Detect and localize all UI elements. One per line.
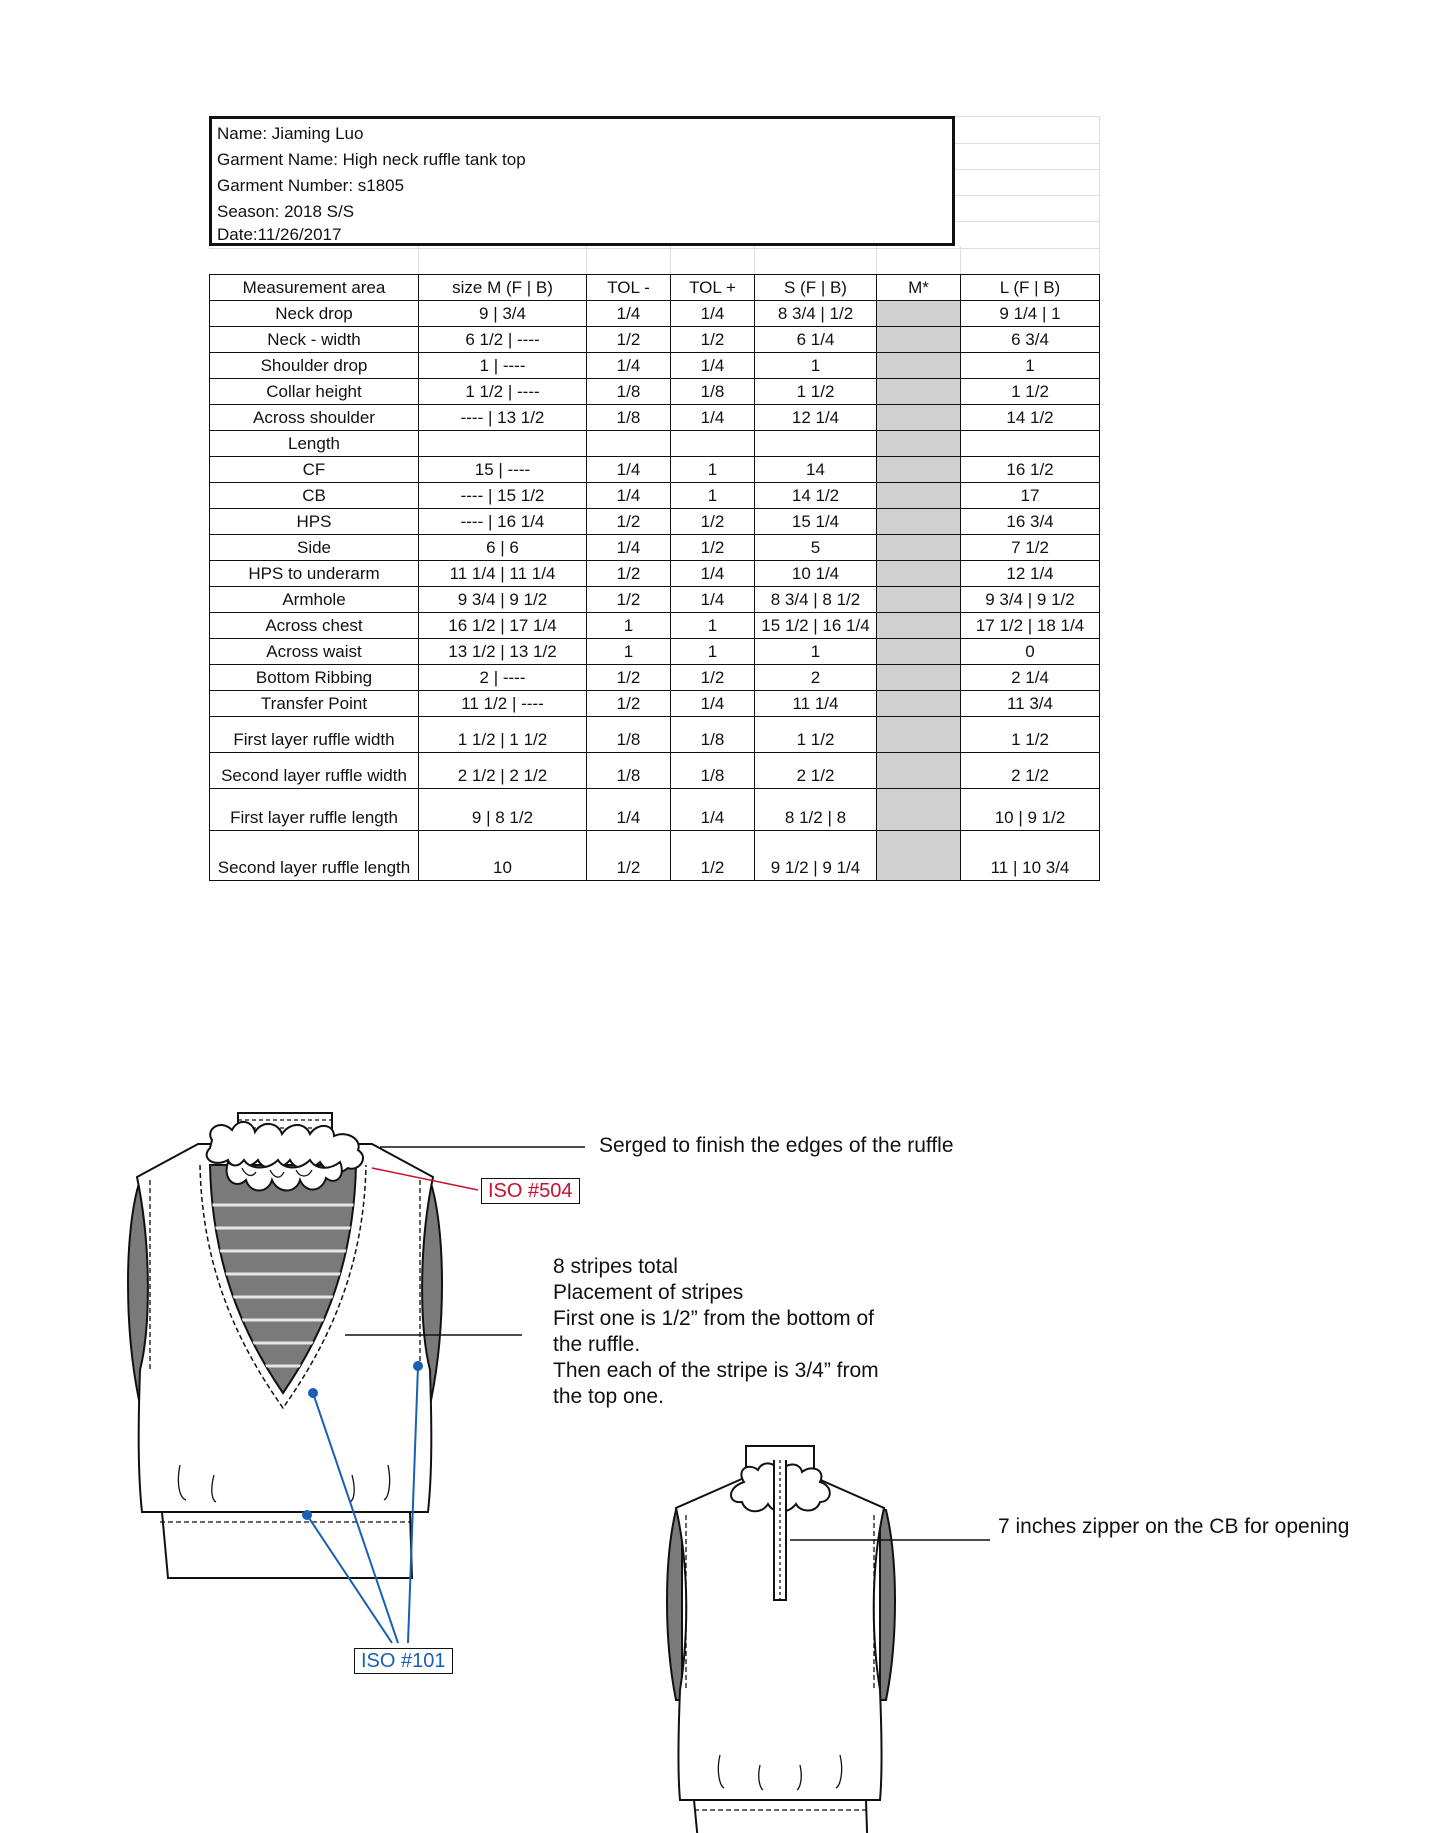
table-cell: 16 1/2 | 17 1/4 (419, 613, 587, 639)
table-cell: Across waist (210, 639, 419, 665)
table-cell: 0 (961, 639, 1100, 665)
table-cell: 7 1/2 (961, 535, 1100, 561)
table-cell: 1 (587, 613, 671, 639)
table-cell: 6 1/4 (755, 327, 877, 353)
table-cell: 1/2 (671, 665, 755, 691)
table-cell: 16 1/2 (961, 457, 1100, 483)
table-cell: Across shoulder (210, 405, 419, 431)
column-header: S (F | B) (755, 275, 877, 301)
table-cell: 1 1/2 (961, 717, 1100, 753)
table-cell: 8 3/4 | 1/2 (755, 301, 877, 327)
table-cell: 1 (671, 639, 755, 665)
table-cell: 1 (755, 639, 877, 665)
table-cell: HPS to underarm (210, 561, 419, 587)
table-cell: Neck drop (210, 301, 419, 327)
table-cell: First layer ruffle width (210, 717, 419, 753)
zipper-note: 7 inches zipper on the CB for opening (998, 1515, 1350, 1538)
table-cell: 1/2 (671, 327, 755, 353)
table-cell: Bottom Ribbing (210, 665, 419, 691)
stripes-line: Placement of stripes (553, 1281, 744, 1304)
table-cell: 14 1/2 (755, 483, 877, 509)
table-cell: 1 1/2 (755, 379, 877, 405)
table-cell: Across chest (210, 613, 419, 639)
table-cell: 6 1/2 | ---- (419, 327, 587, 353)
table-cell: 1/2 (587, 691, 671, 717)
stripes-line: 8 stripes total (553, 1255, 678, 1278)
garment-name: Garment Name: High neck ruffle tank top (217, 150, 526, 169)
table-cell: Length (210, 431, 419, 457)
table-cell: 1/4 (587, 535, 671, 561)
table-cell: 15 | ---- (419, 457, 587, 483)
column-header: L (F | B) (961, 275, 1100, 301)
stripes-line: First one is 1/2” from the bottom of (553, 1307, 874, 1330)
stripes-line: the ruffle. (553, 1333, 641, 1356)
table-cell: 2 1/2 (961, 753, 1100, 789)
table-cell: CB (210, 483, 419, 509)
table-cell: Neck - width (210, 327, 419, 353)
column-header: size M (F | B) (419, 275, 587, 301)
table-cell: ---- | 15 1/2 (419, 483, 587, 509)
table-cell: 1/2 (587, 561, 671, 587)
table-cell: ---- | 16 1/4 (419, 509, 587, 535)
table-cell: 11 1/2 | ---- (419, 691, 587, 717)
table-cell: 6 | 6 (419, 535, 587, 561)
column-header: Measurement area (210, 275, 419, 301)
table-cell: 1/4 (671, 405, 755, 431)
table-cell: Second layer ruffle width (210, 753, 419, 789)
table-cell: 12 1/4 (961, 561, 1100, 587)
table-cell: 1/2 (587, 665, 671, 691)
table-cell: 1/8 (587, 717, 671, 753)
table-cell: 1/8 (671, 379, 755, 405)
back-left-armhole (667, 1510, 682, 1700)
table-cell: 10 (419, 831, 587, 881)
table-cell: 2 | ---- (419, 665, 587, 691)
designer-name: Name: Jiaming Luo (217, 124, 364, 143)
table-cell: 9 | 3/4 (419, 301, 587, 327)
table-cell: 2 1/2 | 2 1/2 (419, 753, 587, 789)
table-cell: 5 (755, 535, 877, 561)
table-cell: 1 (671, 613, 755, 639)
table-cell: 1 (961, 353, 1100, 379)
iso504-label: ISO #504 (481, 1178, 580, 1204)
table-cell: 1 1/2 (961, 379, 1100, 405)
table-cell: 1 (671, 457, 755, 483)
table-cell: Side (210, 535, 419, 561)
column-header: TOL + (671, 275, 755, 301)
table-cell: 1/8 (587, 405, 671, 431)
table-cell: 10 1/4 (755, 561, 877, 587)
table-cell: 9 3/4 | 9 1/2 (419, 587, 587, 613)
table-cell: 1/2 (587, 509, 671, 535)
column-header: TOL - (587, 275, 671, 301)
serged-note: Serged to finish the edges of the ruffle (599, 1134, 954, 1157)
table-cell: First layer ruffle length (210, 789, 419, 831)
table-cell: 1 (671, 483, 755, 509)
table-cell: 8 1/2 | 8 (755, 789, 877, 831)
table-cell: 9 1/2 | 9 1/4 (755, 831, 877, 881)
garment-number: Garment Number: s1805 (217, 176, 405, 195)
stripes-line: the top one. (553, 1385, 664, 1408)
table-cell: 1/4 (587, 301, 671, 327)
table-cell: 14 1/2 (961, 405, 1100, 431)
table-cell: 1/4 (587, 789, 671, 831)
table-cell: 1/4 (587, 483, 671, 509)
table-cell: 17 (961, 483, 1100, 509)
table-cell: 12 1/4 (755, 405, 877, 431)
table-cell: 1/8 (671, 753, 755, 789)
table-cell: 14 (755, 457, 877, 483)
table-cell: ---- | 13 1/2 (419, 405, 587, 431)
table-cell: 1 1/2 | ---- (419, 379, 587, 405)
date: Date:11/26/2017 (217, 225, 342, 244)
table-cell: Second layer ruffle length (210, 831, 419, 881)
table-cell: 8 3/4 | 8 1/2 (755, 587, 877, 613)
table-cell: Transfer Point (210, 691, 419, 717)
table-cell: 2 (755, 665, 877, 691)
back-right-armhole (880, 1510, 895, 1700)
table-cell: 1/2 (587, 587, 671, 613)
back-view-tank-top (667, 1446, 895, 1833)
table-cell: 1 1/2 | 1 1/2 (419, 717, 587, 753)
table-cell: 1 (587, 639, 671, 665)
table-cell: 10 | 9 1/2 (961, 789, 1100, 831)
front-ribbing (162, 1512, 412, 1578)
table-cell: 1/4 (587, 353, 671, 379)
table-cell: 9 | 8 1/2 (419, 789, 587, 831)
table-cell: 1/4 (671, 301, 755, 327)
table-cell: Collar height (210, 379, 419, 405)
season: Season: 2018 S/S (217, 202, 355, 221)
table-cell: 1/2 (587, 831, 671, 881)
table-cell: 1/8 (587, 753, 671, 789)
table-cell: 11 1/4 | 11 1/4 (419, 561, 587, 587)
table-cell: 1/8 (671, 717, 755, 753)
table-cell: 1/4 (671, 561, 755, 587)
table-cell: 9 1/4 | 1 (961, 301, 1100, 327)
table-cell: 11 1/4 (755, 691, 877, 717)
table-cell: 1/2 (671, 535, 755, 561)
table-cell: 1/4 (671, 353, 755, 379)
table-cell: HPS (210, 509, 419, 535)
table-cell: 11 | 10 3/4 (961, 831, 1100, 881)
front-view-tank-top (128, 1113, 442, 1578)
table-cell: 2 1/2 (755, 753, 877, 789)
table-cell: 1/4 (671, 691, 755, 717)
table-cell: Armhole (210, 587, 419, 613)
table-cell: 1/2 (671, 831, 755, 881)
table-cell: 1/4 (587, 457, 671, 483)
table-cell: Shoulder drop (210, 353, 419, 379)
table-cell: CF (210, 457, 419, 483)
table-cell: 1 | ---- (419, 353, 587, 379)
table-cell: 17 1/2 | 18 1/4 (961, 613, 1100, 639)
stripes-note (553, 1254, 879, 1410)
column-header: M* (877, 275, 961, 301)
iso101-label: ISO #101 (354, 1648, 453, 1674)
table-cell: 9 3/4 | 9 1/2 (961, 587, 1100, 613)
table-cell: 1/2 (587, 327, 671, 353)
stripes-line: Then each of the stripe is 3/4” from (553, 1359, 879, 1382)
table-cell: 16 3/4 (961, 509, 1100, 535)
table-cell: 2 1/4 (961, 665, 1100, 691)
table-cell: 15 1/2 | 16 1/4 (755, 613, 877, 639)
back-ribbing (694, 1800, 868, 1833)
table-cell: 11 3/4 (961, 691, 1100, 717)
table-cell: 1/4 (671, 587, 755, 613)
table-cell: 1 (755, 353, 877, 379)
table-cell: 15 1/4 (755, 509, 877, 535)
table-cell: 6 3/4 (961, 327, 1100, 353)
table-cell: 1/4 (671, 789, 755, 831)
table-cell: 1/8 (587, 379, 671, 405)
table-cell: 1 1/2 (755, 717, 877, 753)
table-cell: 13 1/2 | 13 1/2 (419, 639, 587, 665)
table-cell: 1/2 (671, 509, 755, 535)
